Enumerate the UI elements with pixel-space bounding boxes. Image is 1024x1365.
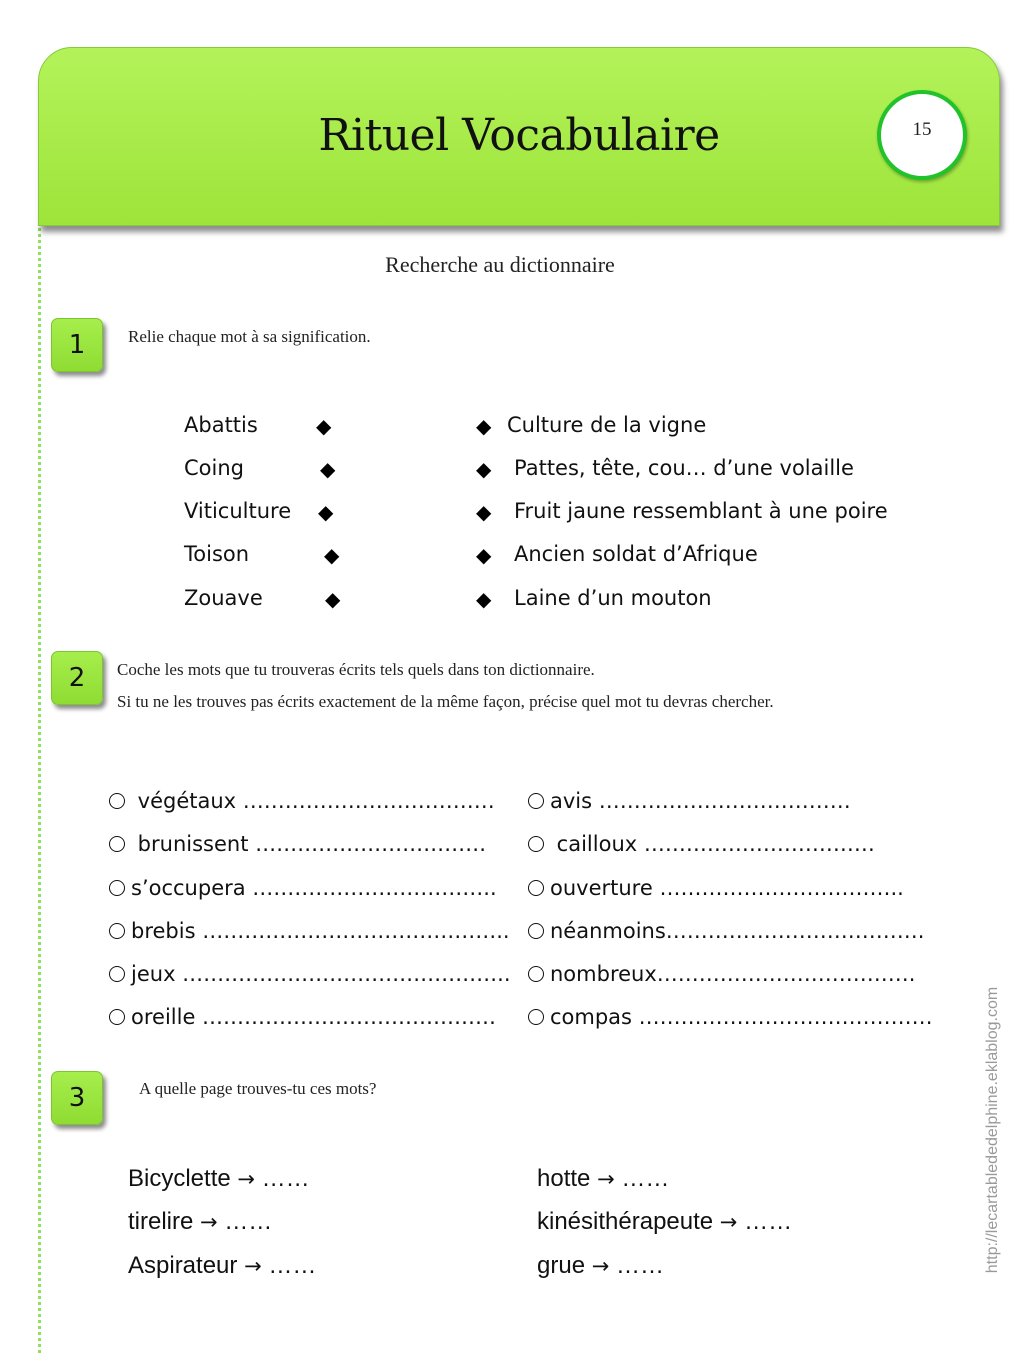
left-connector-diamond-4[interactable]: ◆ — [324, 543, 340, 567]
left-connector-diamond-1[interactable]: ◆ — [316, 414, 332, 438]
dotted-margin-line — [38, 228, 41, 1353]
page-lookup-item: kinésithérapeute → …… — [537, 1208, 793, 1236]
checkbox-item[interactable]: végétaux ……………………………… — [109, 789, 511, 832]
side-url-watermark: http://lecartablededelphine.eklablog.com — [984, 986, 1001, 1274]
radio-circle-icon[interactable] — [109, 923, 125, 939]
arrow-right-icon: → — [591, 1253, 610, 1278]
definition-2: Pattes, tête, cou… d’une volaille — [514, 456, 854, 480]
page-lookup-item: Bicyclette → …… — [128, 1165, 310, 1192]
definition-4: Ancien soldat d’Afrique — [514, 542, 758, 566]
radio-circle-icon[interactable] — [109, 1009, 125, 1025]
match-word-3: Viticulture — [184, 499, 292, 523]
checkbox-item[interactable]: jeux ……………………………………….. — [109, 962, 511, 1005]
radio-circle-icon[interactable] — [109, 966, 125, 982]
radio-circle-icon[interactable] — [528, 1009, 544, 1025]
definition-1: Culture de la vigne — [507, 413, 707, 437]
definition-3: Fruit jaune ressemblant à une poire — [514, 499, 888, 523]
radio-circle-icon[interactable] — [528, 966, 544, 982]
page-lookup-item: hotte → …… — [537, 1165, 670, 1192]
page-number-badge: 15 — [877, 90, 967, 180]
radio-circle-icon[interactable] — [109, 793, 125, 809]
checkbox-column-right — [528, 789, 933, 1049]
checkbox-item[interactable]: oreille …………………………………… — [109, 1005, 511, 1048]
checkbox-item[interactable]: ouverture …………………………….. — [528, 876, 933, 919]
page-lookup-column-left — [128, 1165, 316, 1295]
radio-circle-icon[interactable] — [528, 880, 544, 896]
arrow-right-icon: → — [237, 1167, 255, 1191]
right-connector-diamond-5[interactable]: ◆ — [476, 587, 492, 611]
section-subtitle: Recherche au dictionnaire — [385, 252, 615, 277]
match-word-4: Toison — [184, 542, 250, 566]
exercise-3-instruction: A quelle page trouves-tu ces mots? — [139, 1079, 377, 1098]
definition-5: Laine d’un mouton — [514, 586, 712, 610]
exercise-2-number: 2 — [51, 651, 103, 705]
checkbox-item[interactable]: avis ……………………………… — [528, 789, 933, 832]
page-lookup-column-right — [537, 1165, 792, 1295]
checkbox-item[interactable]: s’occupera …………………………….. — [109, 876, 511, 919]
left-connector-diamond-3[interactable]: ◆ — [318, 500, 334, 524]
right-connector-diamond-1[interactable]: ◆ — [476, 414, 492, 438]
radio-circle-icon[interactable] — [109, 880, 125, 896]
radio-circle-icon[interactable] — [528, 793, 544, 809]
radio-circle-icon[interactable] — [528, 923, 544, 939]
left-connector-diamond-5[interactable]: ◆ — [325, 587, 341, 611]
title-banner — [38, 47, 1000, 226]
exercise-2-instruction-line-1: Coche les mots que tu trouveras écrits tels quels dans ton dictionnaire. — [117, 660, 595, 679]
checkbox-column-left — [109, 789, 511, 1049]
left-connector-diamond-2[interactable]: ◆ — [320, 457, 336, 481]
exercise-1-number: 1 — [51, 318, 103, 372]
right-connector-diamond-2[interactable]: ◆ — [476, 457, 492, 481]
right-connector-diamond-4[interactable]: ◆ — [476, 543, 492, 567]
arrow-right-icon: → — [597, 1167, 615, 1191]
exercise-3-number: 3 — [51, 1071, 103, 1125]
checkbox-item[interactable]: brunissent …………………………… — [109, 832, 511, 875]
radio-circle-icon[interactable] — [528, 836, 544, 852]
right-connector-diamond-3[interactable]: ◆ — [476, 500, 492, 524]
page-lookup-item: grue → …… — [537, 1251, 664, 1279]
arrow-right-icon: → — [244, 1253, 262, 1278]
checkbox-item[interactable]: nombreux………………………………. — [528, 962, 933, 1005]
arrow-right-icon: → — [719, 1210, 738, 1235]
checkbox-item[interactable]: néanmoins………………………………. — [528, 919, 933, 962]
page-title: Rituel Vocabulaire — [318, 110, 720, 161]
match-word-5: Zouave — [184, 586, 263, 610]
radio-circle-icon[interactable] — [109, 836, 125, 852]
page-lookup-item: Aspirateur → …… — [128, 1251, 317, 1279]
arrow-right-icon: → — [200, 1210, 218, 1235]
exercise-1-instruction: Relie chaque mot à sa signification. — [128, 327, 371, 346]
checkbox-item[interactable]: compas …………………………………… — [528, 1005, 933, 1048]
page-lookup-item: tirelire → …… — [128, 1208, 273, 1236]
checkbox-item[interactable]: cailloux …………………………… — [528, 832, 933, 875]
match-word-1: Abattis — [184, 413, 258, 437]
checkbox-item[interactable]: brebis …………………………………….. — [109, 919, 511, 962]
exercise-2-instruction-line-2: Si tu ne les trouves pas écrits exactement de la même façon, précise quel mot tu devras chercher. — [117, 692, 774, 711]
match-word-2: Coing — [184, 456, 244, 480]
